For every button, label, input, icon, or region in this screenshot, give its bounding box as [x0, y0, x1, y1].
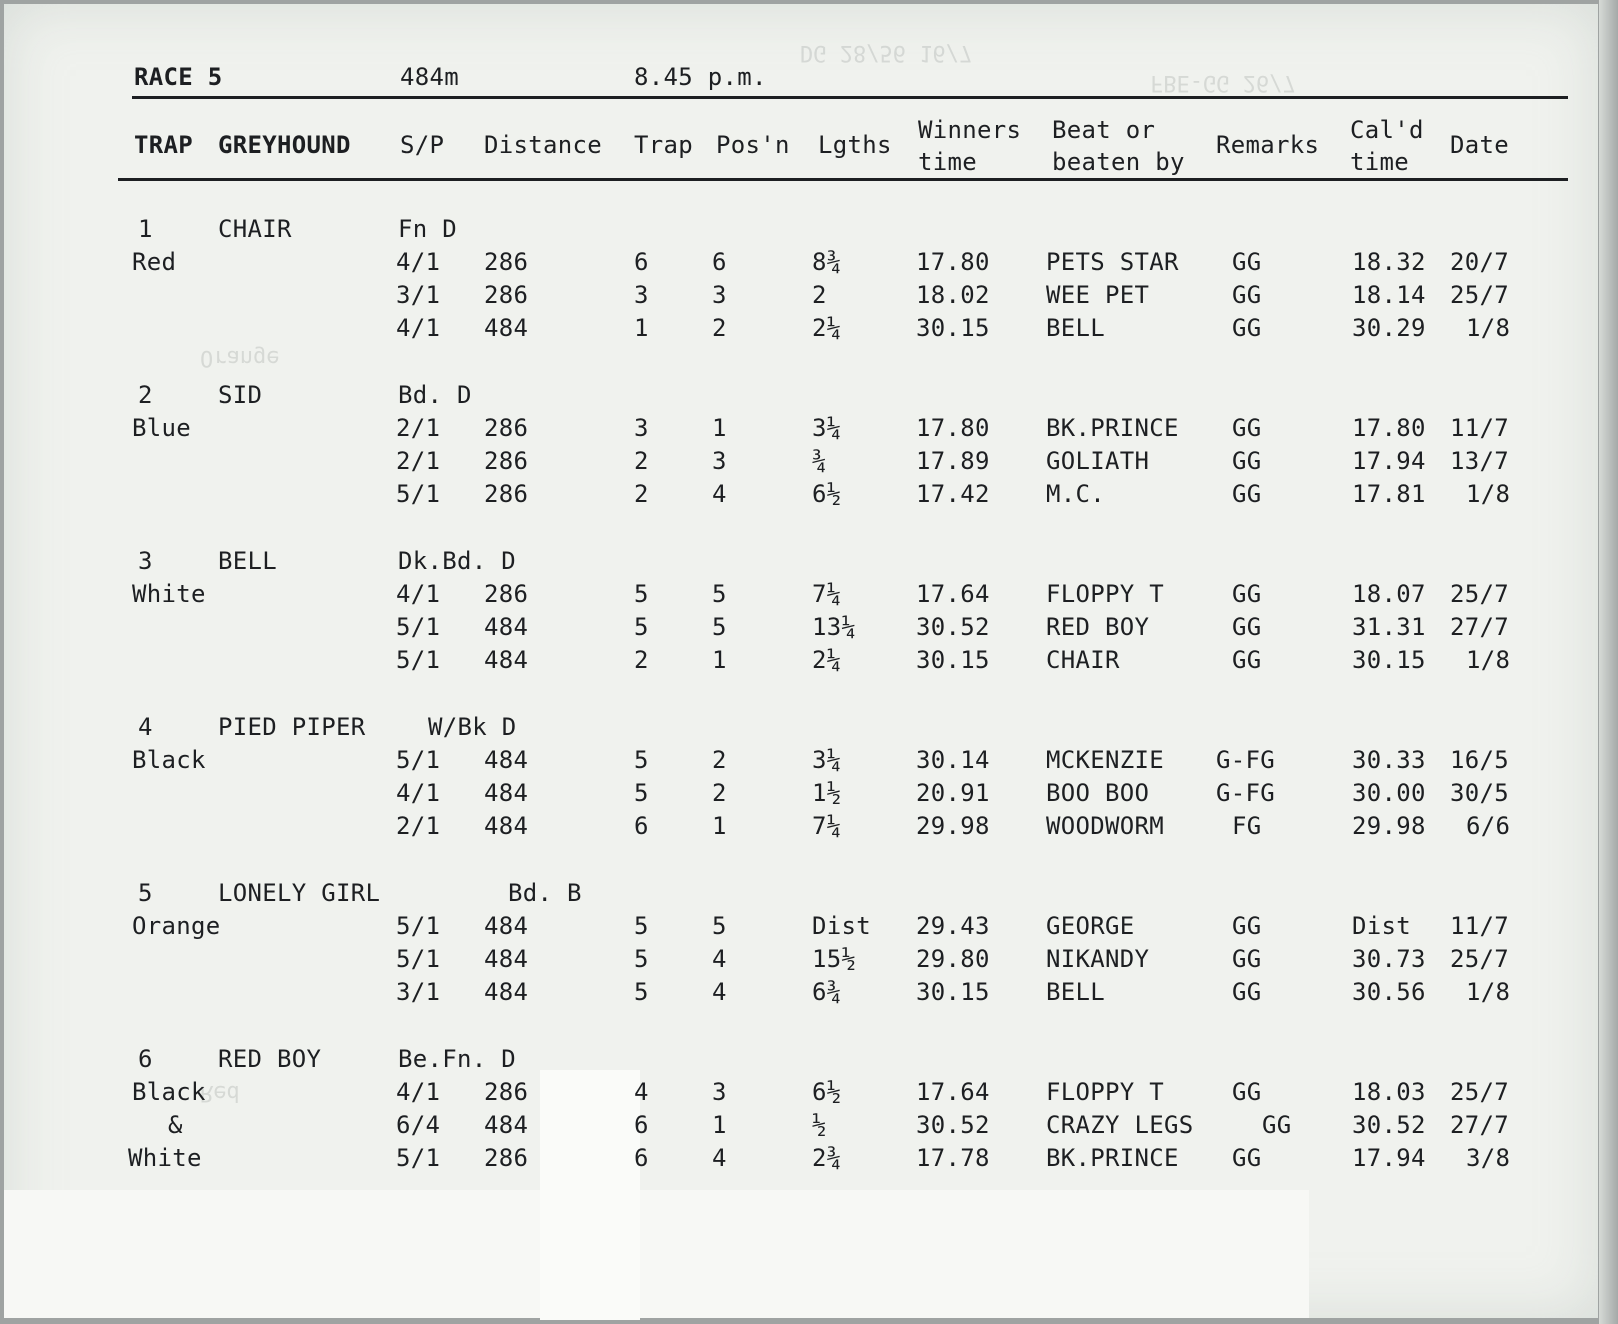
run-position: 2	[712, 314, 727, 342]
run-starting-price: 3/1	[396, 281, 441, 309]
col-lengths-header: Lgths	[818, 131, 892, 159]
run-trap: 3	[634, 414, 649, 442]
run-position: 4	[712, 945, 727, 973]
run-remarks: GG	[1232, 1078, 1262, 1106]
run-trap: 6	[634, 812, 649, 840]
run-beaten-by: GOLIATH	[1046, 447, 1150, 475]
run-winners-time: 17.78	[916, 1144, 990, 1172]
run-lengths: 7¼	[812, 812, 842, 840]
run-lengths: 2¾	[812, 1144, 842, 1172]
trap-number: 5	[138, 879, 153, 907]
run-trap: 2	[634, 447, 649, 475]
run-trap: 5	[634, 912, 649, 940]
run-winners-time: 17.64	[916, 1078, 990, 1106]
run-trap: 5	[634, 746, 649, 774]
run-position: 1	[712, 414, 727, 442]
run-calc-time: 17.94	[1352, 1144, 1426, 1172]
greyhound-name: BELL	[218, 547, 277, 575]
run-calc-time: 18.14	[1352, 281, 1426, 309]
run-position: 3	[712, 281, 727, 309]
run-calc-time: 17.94	[1352, 447, 1426, 475]
run-beaten-by: BK.PRINCE	[1046, 414, 1179, 442]
col-distance-header: Distance	[484, 131, 602, 159]
run-beaten-by: MCKENZIE	[1046, 746, 1164, 774]
run-remarks: G-FG	[1216, 746, 1275, 774]
trap-number: 3	[138, 547, 153, 575]
run-calc-time: 30.56	[1352, 978, 1426, 1006]
race-label: RACE 5	[134, 63, 223, 91]
header-rule-top	[132, 96, 1568, 99]
run-trap: 3	[634, 281, 649, 309]
run-trap: 2	[634, 480, 649, 508]
run-lengths: 2	[812, 281, 827, 309]
trap-number: 4	[138, 713, 153, 741]
run-winners-time: 17.89	[916, 447, 990, 475]
col-date-header: Date	[1450, 131, 1509, 159]
run-starting-price: 5/1	[396, 1144, 441, 1172]
run-remarks: GG	[1232, 414, 1262, 442]
bleed-through-text: DG 28/56 16/7	[800, 40, 973, 65]
col-remarks-header: Remarks	[1216, 131, 1320, 159]
run-starting-price: 5/1	[396, 945, 441, 973]
run-remarks: GG	[1232, 281, 1262, 309]
run-beaten-by: CHAIR	[1046, 646, 1120, 674]
run-trap: 6	[634, 1111, 649, 1139]
run-winners-time: 30.52	[916, 1111, 990, 1139]
run-lengths: 8¾	[812, 248, 842, 276]
run-distance: 484	[484, 314, 529, 342]
run-trap: 5	[634, 613, 649, 641]
trap-colour: White	[132, 580, 206, 608]
run-calc-time: 30.33	[1352, 746, 1426, 774]
run-starting-price: 4/1	[396, 314, 441, 342]
run-remarks: G-FG	[1216, 779, 1275, 807]
run-beaten-by: M.C.	[1046, 480, 1105, 508]
run-distance: 286	[484, 480, 529, 508]
run-starting-price: 4/1	[396, 1078, 441, 1106]
run-position: 1	[712, 812, 727, 840]
run-remarks: GG	[1232, 314, 1262, 342]
run-remarks: FG	[1232, 812, 1262, 840]
run-date: 1/8	[1466, 480, 1511, 508]
col-position-header: Pos'n	[716, 131, 790, 159]
run-beaten-by: CRAZY LEGS	[1046, 1111, 1194, 1139]
run-trap: 1	[634, 314, 649, 342]
run-winners-time: 20.91	[916, 779, 990, 807]
run-lengths: 3¼	[812, 746, 842, 774]
run-beaten-by: BK.PRINCE	[1046, 1144, 1179, 1172]
run-position: 1	[712, 646, 727, 674]
run-position: 3	[712, 447, 727, 475]
run-lengths: ½	[812, 1111, 827, 1139]
run-remarks: GG	[1232, 480, 1262, 508]
run-trap: 2	[634, 646, 649, 674]
run-winners-time: 30.15	[916, 314, 990, 342]
run-date: 1/8	[1466, 646, 1511, 674]
run-starting-price: 5/1	[396, 912, 441, 940]
run-position: 5	[712, 613, 727, 641]
run-date: 1/8	[1466, 314, 1511, 342]
run-winners-time: 30.15	[916, 978, 990, 1006]
run-trap: 5	[634, 779, 649, 807]
run-starting-price: 5/1	[396, 746, 441, 774]
run-beaten-by: PETS STAR	[1046, 248, 1179, 276]
run-lengths: 2¼	[812, 646, 842, 674]
run-starting-price: 3/1	[396, 978, 441, 1006]
run-calc-time: 17.81	[1352, 480, 1426, 508]
col-greyhound-header: GREYHOUND	[218, 131, 351, 159]
col-winners-time-header-2: time	[918, 148, 977, 176]
race-distance: 484m	[400, 63, 459, 91]
bleed-through-text: Red	[200, 1080, 240, 1105]
run-date: 13/7	[1450, 447, 1509, 475]
run-distance: 484	[484, 812, 529, 840]
run-winners-time: 17.80	[916, 248, 990, 276]
run-date: 16/5	[1450, 746, 1509, 774]
run-position: 6	[712, 248, 727, 276]
run-beaten-by: NIKANDY	[1046, 945, 1150, 973]
run-trap: 5	[634, 580, 649, 608]
greyhound-name: PIED PIPER	[218, 713, 366, 741]
col-sp-header: S/P	[400, 131, 445, 159]
run-calc-time: 30.00	[1352, 779, 1426, 807]
run-calc-time: 17.80	[1352, 414, 1426, 442]
trap-colour: Black	[132, 1078, 206, 1106]
run-trap: 5	[634, 978, 649, 1006]
run-trap: 6	[634, 248, 649, 276]
run-calc-time: 30.15	[1352, 646, 1426, 674]
trap-colour-line-2: &	[168, 1111, 183, 1139]
run-lengths: 3¼	[812, 414, 842, 442]
run-distance: 286	[484, 414, 529, 442]
run-lengths: 15½	[812, 945, 857, 973]
run-remarks: GG	[1232, 1144, 1262, 1172]
run-position: 5	[712, 580, 727, 608]
run-date: 30/5	[1450, 779, 1509, 807]
greyhound-breeding: Dk.Bd. D	[398, 547, 516, 575]
paper-patch	[540, 1070, 640, 1320]
run-calc-time: 30.73	[1352, 945, 1426, 973]
run-beaten-by: BELL	[1046, 314, 1105, 342]
run-distance: 286	[484, 580, 529, 608]
col-calc-time-header-2: time	[1350, 148, 1409, 176]
run-starting-price: 6/4	[396, 1111, 441, 1139]
run-winners-time: 30.14	[916, 746, 990, 774]
run-winners-time: 29.80	[916, 945, 990, 973]
run-remarks: GG	[1232, 945, 1262, 973]
run-date: 27/7	[1450, 613, 1509, 641]
run-winners-time: 17.64	[916, 580, 990, 608]
col-trap-header: TRAP	[134, 131, 193, 159]
run-distance: 484	[484, 646, 529, 674]
run-winners-time: 30.15	[916, 646, 990, 674]
col-beaten-by-header: Beat or	[1052, 116, 1156, 144]
run-beaten-by: FLOPPY T	[1046, 1078, 1164, 1106]
run-remarks: GG	[1232, 248, 1262, 276]
run-starting-price: 4/1	[396, 580, 441, 608]
run-remarks: GG	[1232, 580, 1262, 608]
run-remarks: GG	[1262, 1111, 1292, 1139]
run-beaten-by: BOO BOO	[1046, 779, 1150, 807]
greyhound-name: SID	[218, 381, 263, 409]
page-edge	[1599, 0, 1618, 1324]
run-beaten-by: WEE PET	[1046, 281, 1150, 309]
run-lengths: 2¼	[812, 314, 842, 342]
greyhound-breeding: Be.Fn. D	[398, 1045, 516, 1073]
run-position: 5	[712, 912, 727, 940]
run-distance: 286	[484, 447, 529, 475]
run-winners-time: 17.80	[916, 414, 990, 442]
run-calc-time: 31.31	[1352, 613, 1426, 641]
run-winners-time: 18.02	[916, 281, 990, 309]
bleed-through-text: FBE-GG 26/7	[1150, 70, 1296, 95]
run-date: 25/7	[1450, 580, 1509, 608]
run-remarks: GG	[1232, 613, 1262, 641]
run-distance: 484	[484, 945, 529, 973]
trap-colour: Red	[132, 248, 177, 276]
run-distance: 286	[484, 248, 529, 276]
trap-number: 1	[138, 215, 153, 243]
run-position: 4	[712, 1144, 727, 1172]
col-calc-time-header: Cal'd	[1350, 116, 1424, 144]
run-lengths: 6½	[812, 480, 842, 508]
run-calc-time: 29.98	[1352, 812, 1426, 840]
run-beaten-by: GEORGE	[1046, 912, 1135, 940]
greyhound-breeding: Bd. D	[398, 381, 472, 409]
run-date: 11/7	[1450, 912, 1509, 940]
run-starting-price: 4/1	[396, 248, 441, 276]
run-starting-price: 5/1	[396, 613, 441, 641]
run-distance: 286	[484, 1144, 529, 1172]
run-lengths: 7¼	[812, 580, 842, 608]
run-calc-time: 18.03	[1352, 1078, 1426, 1106]
run-remarks: GG	[1232, 447, 1262, 475]
trap-colour: Orange	[132, 912, 221, 940]
paper-strip	[4, 1190, 1309, 1318]
greyhound-breeding: Fn D	[398, 215, 457, 243]
col-winners-time-header: Winners	[918, 116, 1022, 144]
trap-colour-line-3: White	[128, 1144, 202, 1172]
run-date: 27/7	[1450, 1111, 1509, 1139]
run-date: 3/8	[1466, 1144, 1511, 1172]
run-winners-time: 29.43	[916, 912, 990, 940]
run-lengths: 1½	[812, 779, 842, 807]
run-date: 20/7	[1450, 248, 1509, 276]
run-winners-time: 30.52	[916, 613, 990, 641]
run-beaten-by: WOODWORM	[1046, 812, 1164, 840]
run-position: 4	[712, 480, 727, 508]
run-trap: 5	[634, 945, 649, 973]
run-winners-time: 17.42	[916, 480, 990, 508]
run-starting-price: 5/1	[396, 646, 441, 674]
run-remarks: GG	[1232, 646, 1262, 674]
run-remarks: GG	[1232, 912, 1262, 940]
greyhound-breeding: Bd. B	[508, 879, 582, 907]
col-beaten-by-header-2: beaten by	[1052, 148, 1185, 176]
run-remarks: GG	[1232, 978, 1262, 1006]
run-calc-time: 30.52	[1352, 1111, 1426, 1139]
trap-colour: Blue	[132, 414, 191, 442]
run-starting-price: 5/1	[396, 480, 441, 508]
run-calc-time: Dist	[1352, 912, 1411, 940]
run-calc-time: 18.07	[1352, 580, 1426, 608]
run-date: 6/6	[1466, 812, 1511, 840]
run-distance: 484	[484, 613, 529, 641]
race-time: 8.45 p.m.	[634, 63, 767, 91]
run-date: 25/7	[1450, 945, 1509, 973]
run-distance: 484	[484, 746, 529, 774]
trap-number: 2	[138, 381, 153, 409]
run-distance: 484	[484, 1111, 529, 1139]
bleed-through-text: Orange	[200, 345, 280, 370]
run-distance: 484	[484, 978, 529, 1006]
greyhound-name: CHAIR	[218, 215, 292, 243]
run-date: 11/7	[1450, 414, 1509, 442]
run-position: 1	[712, 1111, 727, 1139]
run-trap: 4	[634, 1078, 649, 1106]
run-date: 1/8	[1466, 978, 1511, 1006]
greyhound-breeding: W/Bk D	[428, 713, 517, 741]
run-distance: 286	[484, 1078, 529, 1106]
run-lengths: ¾	[812, 447, 827, 475]
run-lengths: Dist	[812, 912, 871, 940]
run-lengths: 13¼	[812, 613, 857, 641]
col-trap2-header: Trap	[634, 131, 693, 159]
trap-colour: Black	[132, 746, 206, 774]
run-starting-price: 2/1	[396, 447, 441, 475]
run-distance: 286	[484, 281, 529, 309]
run-starting-price: 2/1	[396, 414, 441, 442]
header-rule-bottom	[118, 178, 1568, 181]
greyhound-name: RED BOY	[218, 1045, 322, 1073]
run-position: 3	[712, 1078, 727, 1106]
run-distance: 484	[484, 779, 529, 807]
run-calc-time: 18.32	[1352, 248, 1426, 276]
run-starting-price: 2/1	[396, 812, 441, 840]
run-starting-price: 4/1	[396, 779, 441, 807]
run-lengths: 6½	[812, 1078, 842, 1106]
run-winners-time: 29.98	[916, 812, 990, 840]
run-distance: 484	[484, 912, 529, 940]
run-trap: 6	[634, 1144, 649, 1172]
run-beaten-by: BELL	[1046, 978, 1105, 1006]
run-position: 2	[712, 779, 727, 807]
run-beaten-by: FLOPPY T	[1046, 580, 1164, 608]
run-lengths: 6¾	[812, 978, 842, 1006]
greyhound-name: LONELY GIRL	[218, 879, 381, 907]
trap-number: 6	[138, 1045, 153, 1073]
run-date: 25/7	[1450, 281, 1509, 309]
run-date: 25/7	[1450, 1078, 1509, 1106]
run-position: 4	[712, 978, 727, 1006]
run-position: 2	[712, 746, 727, 774]
run-calc-time: 30.29	[1352, 314, 1426, 342]
run-beaten-by: RED BOY	[1046, 613, 1150, 641]
